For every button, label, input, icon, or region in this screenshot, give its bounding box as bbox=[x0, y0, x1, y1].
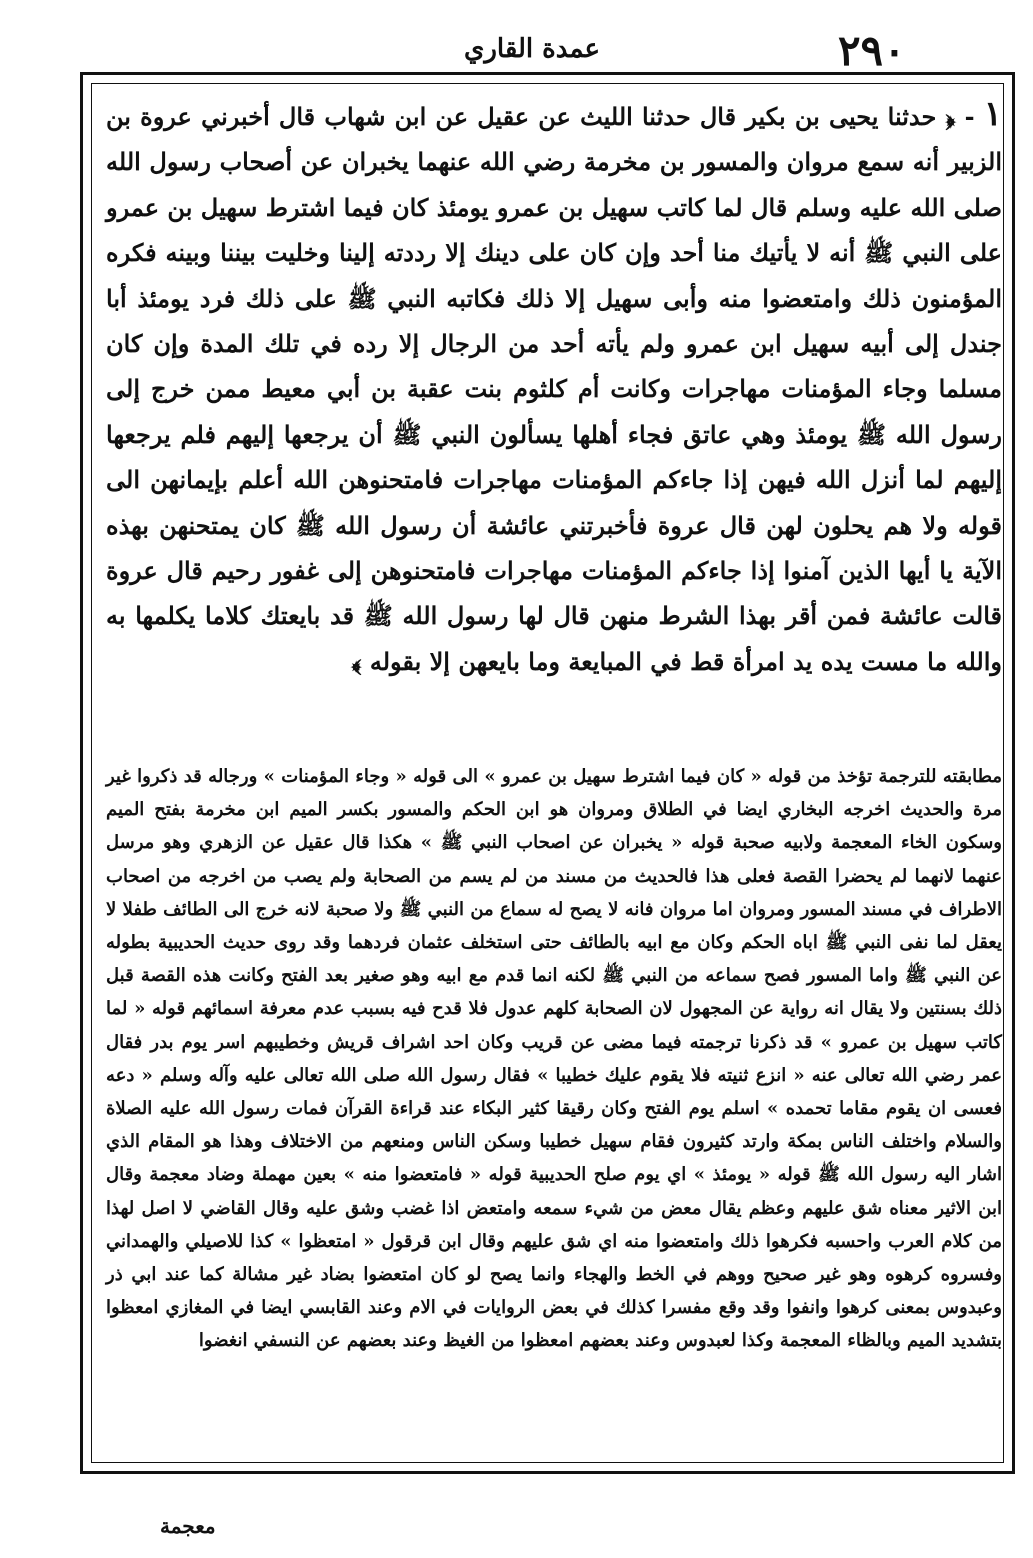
running-head: عمدة القاري bbox=[464, 34, 600, 64]
text-frame-inner bbox=[91, 83, 1004, 1463]
hadith-block bbox=[106, 92, 1002, 684]
hadith-number: ١ bbox=[983, 94, 1002, 134]
catchword: معجمة bbox=[160, 1514, 216, 1538]
hadith-text: - ﴿ حدثنا يحيى بن بكير قال حدثنا الليث عن عقيل عن ابن شهاب قال أخبرني عروة بن الزبير أنه سمع مروان والمسور بن مخرمة رضي الله عنهما يخبران عن أصحاب رسول الله صلى الله عليه وسلم قال لما كاتب سهيل بن عمرو يومئذ كان فيما اشترط سهيل بن عمرو على النبي ﷺ أنه لا يأتيك منا أحد وإن كان على دينك إلا رددته إلينا وخليت بيننا وبينه فكره المؤمنون ذلك وامتعضوا منه وأبى سهيل إلا ذلك فكاتبه النبي ﷺ على ذلك فرد يومئذ أبا جندل إلى أبيه سهيل ابن عمرو ولم يأته أحد من الرجال إلا رده في تلك المدة وإن كان مسلما وجاء المؤمنات مهاجرات وكانت أم كلثوم بنت عقبة بن أبي معيط ممن خرج إلى رسول الله ﷺ يومئذ وهي عاتق فجاء أهلها يسألون النبي ﷺ أن يرجعها إليهم فلم يرجعها إليهم لما أنزل الله فيهن إذا جاءكم المؤمنات مهاجرات فامتحنوهن الله أعلم بإيمانهن الى قوله ولا هم يحلون لهن قال عروة فأخبرتني عائشة أن رسول الله ﷺ كان يمتحنهن بهذه الآية يا أيها الذين آمنوا إذا جاءكم المؤمنات مهاجرات فامتحنوهن إلى غفور رحيم قال عروة قالت عائشة فمن أقر بهذا الشرط منهن قال لها رسول الله ﷺ قد بايعتك كلاما يكلمها به والله ما مست يده يد امرأة قط في المبايعة وما بايعهن إلا بقوله ﴾ bbox=[106, 102, 1002, 676]
text-frame bbox=[80, 72, 1015, 1474]
page-number: ٢٩٠ bbox=[838, 26, 906, 75]
commentary-block: مطابقته للترجمة تؤخذ من قوله « كان فيما اشترط سهيل بن عمرو » الى قوله « وجاء المؤمنات » ورجاله قد ذكروا غير مرة والحديث اخرجه البخاري ايضا في الطلاق ومروان هو ابن الحكم والمسور بكسر الميم ابن مخرمة بفتح الميم وسكون الخاء المعجمة ولابيه صحبة قوله « يخبران عن اصحاب النبي ﷺ » هكذا قال عقيل عن الزهري وهو مرسل عنهما لانهما لم يحضرا القصة فعلى هذا فالحديث من مسند من لم يسم من الصحابة ولم يصب من اخرجه من اصحاب الاطراف في مسند المسور ومروان اما مروان فانه لا يصح له سماع من النبي ﷺ ولا صحبة لانه خرج الى الطائف طفلا لا يعقل لما نفى النبي ﷺ اباه الحكم وكان مع ابيه بالطائف حتى استخلف عثمان فردهما وقد روى حديث الحديبية بطوله عن النبي ﷺ واما المسور فصح سماعه من النبي ﷺ لكنه انما قدم مع ابيه وهو صغير بعد الفتح وكانت هذه القصة قبل ذلك بسنتين ولا يقال انه رواية عن المجهول لان الصحابة كلهم عدول فلا قدح فيه بسبب عدم معرفة اسمائهم قوله « لما كاتب سهيل بن عمرو » قد ذكرنا ترجمته فيما مضى عن قريب وكان احد اشراف قريش وخطيبهم اسر يوم بدر فقال عمر رضي الله تعالى عنه « انزع ثنيته فلا يقوم عليك خطيبا » فقال رسول الله صلى الله تعالى عليه وآله وسلم « دعه فعسى ان يقوم مقاما تحمده » اسلم يوم الفتح وكان رقيقا كثير البكاء عند قراءة القرآن فمات رسول الله عليه الصلاة والسلام واختلف الناس بمكة وارتد كثيرون فقام سهيل خطيبا وسكن الناس ومنعهم من الاختلاف وهذا هو المقام الذي اشار اليه رسول الله ﷺ قوله « يومئذ » اي يوم صلح الحديبية قوله « فامتعضوا منه » بعين مهملة وضاد معجمة وقال ابن الاثير معناه شق عليهم وعظم يقال معض من شيء سمعه وامتعض اذا غضب وشق عليه وقال القاضي لا اصل لهذا من كلام العرب واحسبه فكرهوا ذلك وامتعضوا منه اي شق عليهم وقال ابن قرقول « امتعظوا » كذا للاصيلي والهمداني وفسروه كرهوه وهو غير صحيح ووهم في الخط والهجاء وانما يصح لو كان امتعضوا بضاد غير مشالة كما عند ابي ذر وعبدوس بمعنى كرهوا وانفوا وقد وقع مفسرا كذلك في بعض الروايات في الام وعند القابسي ايضا في المغازي امعظوا بتشديد الميم وبالظاء المعجمة وكذا لعبدوس وعند بعضهم امعظوا من الغيظ وعند بعضهم عن النسفي انغضوا bbox=[106, 766, 1002, 1352]
